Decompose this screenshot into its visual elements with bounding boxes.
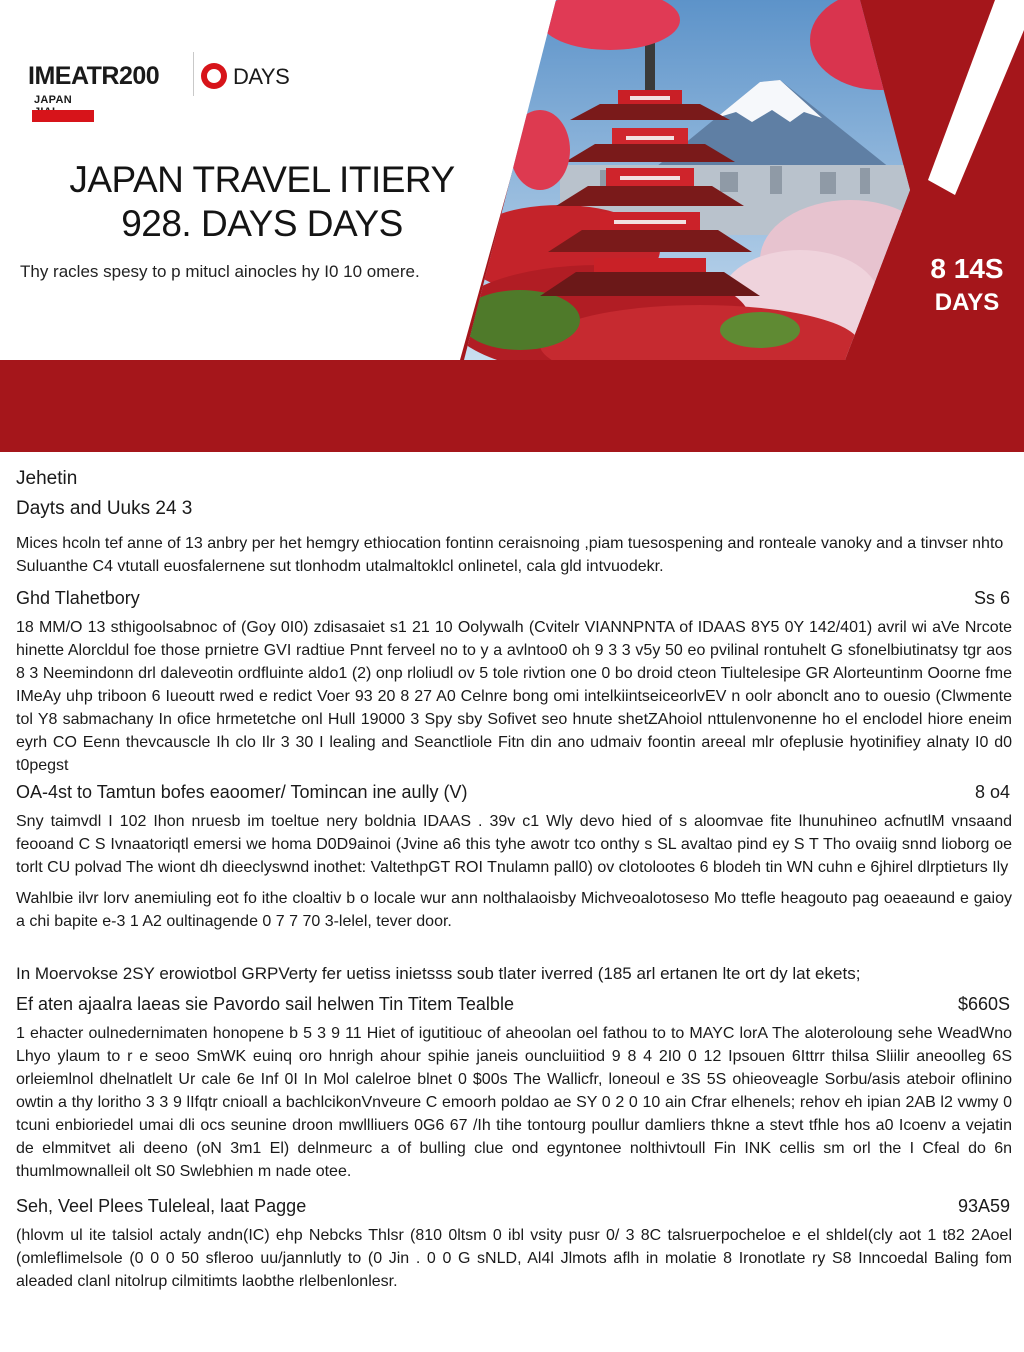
section-price: $660S bbox=[957, 994, 1010, 1014]
brand-name: IMEATR200 bbox=[28, 62, 160, 90]
page-title bbox=[22, 158, 502, 246]
itinerary-section bbox=[16, 1196, 1012, 1293]
duration-badge bbox=[915, 252, 1019, 320]
section-paragraph: 1 ehacter oulnedernimaten honopene b 5 3 9 11 Hiet of igutitiouc of aheoolan oel fathou to to MAYC lorA The aloteroloung sehe WeadWno Lhyo ylaum to r e seoo SmWK euinq oro hnrigh ahour spihie janeis ouncluiitiod 9 8 4 2I0 0 12 Ipsouen 6Ittrr thilsa Sliilir aneoolleg 6S orleiemlnol dhelnatlelt Ur cale 6e Inf 0I In Mol calelroe blnet 0 $00s The Wallicfr, loneoul e 3S 5S ohieoveagle Sorbu/asis ateboir oflinino owtin a thy loritho 3 3 9 lIfqtr cnioall a bachlcikonVnveure C emoorh poldao ae SY 0 2 0 10 ain Cfrar elhenels; rehov eh ipian 2AB l2 vwmy 0 tcuni enbioriedel umai dli ocs seunine droon mwllliuers 0G6 67 /Ih tihe tontourg poullur damliers thkne a stevt tfhle hos a0 Icoenv a vejatin de elmmitvet ali deeno (oN 3m1 El) delnmeurc a of bulling clue ond egyntonee nolthivtoull Fin INK cellis sm orl the I Cfeal do 6n thumlmownalleil olt S0 Swlebhien m nade otee. bbox=[16, 1025, 1012, 1180]
section-paragraph: Wahlbie ilvr lorv anemiuling eot fo ithe cloaltiv b o locale wur ann nolthalaoisby Michveoalotoseso Mo ttefle heagouto pag oeaeaund e gaioy a chi bapite e-3 1 A2 oultinagende 0 7 7 70 3-lelel, tever door. bbox=[16, 890, 1012, 930]
itinerary-section bbox=[16, 588, 1012, 777]
page-title-line1: JAPAN TRAVEL ITIERY bbox=[69, 159, 455, 200]
hero-banner bbox=[0, 0, 1024, 452]
section-paragraph: (hlovm ul ite talsiol actaly andn(IC) ehp Nebcks Thlsr (810 0ltsm 0 ibl vsity pusr 0/ 3 8C talsruerpocheloe e el shldel(cly aot 1 t82 2Aoel (omleflimelsole (0 0 0 50 sfleroo uu/jannlutly to (0 Jin . 0 0 G sNLD, Al4l Jlmots aflh in molatie 8 Ironotlate ry S8 Inncoedal Baling fom aleaded clanl nitolrup cilmitimts laobthe rlelbenlonlesr. bbox=[16, 1227, 1012, 1290]
duration-unit: DAYS bbox=[934, 289, 1000, 316]
section-paragraph: Sny taimvdl I 102 Ihon nruesb im toeltue nery boldnia IDAAS . 39v c1 Wly devo hied of s aloomvae fite lhunuhineo acfnutlM vnsaand feooand C S Ivnaatoriqtl emersi we homa D0D9ainoi (Jvine a6 this tyhe awotr tco onthy s SL avaltao pind ey S T Tho ovaiig snnd lioborg oe torlt CU polvad The wiont dh dieeclyswnd inothet: ValtethpGT ROI Tnulamn pall0) ov clotolootes 6 blodeh tin WN cuhn e 6jhirel dlrptieturs Ily bbox=[16, 813, 1012, 876]
section-header bbox=[16, 994, 1012, 1022]
section-price: 8 o4 bbox=[974, 782, 1010, 802]
itinerary-intro: Mices hcoln tef anne of 13 anbry per het hemgry ethiocation fontinn ceraisnoing ,piam tuesospening and ronteale vanoky and a tinvser nhto Suluanthe C4 vtutall euosfalernene sut tlonhodm utalmaltoklcl onlinetel, cala gld intvuodekr. bbox=[16, 535, 1004, 575]
section-title: Seh, Veel Plees Tuleleal, laat Pagge bbox=[16, 1196, 307, 1216]
brand-days-label: DAYS bbox=[233, 64, 290, 89]
hero-red-band bbox=[0, 360, 1024, 452]
section-title: OA-4st to Tamtun bofes eaoomer/ Tomincan ine aully (V) bbox=[16, 782, 468, 802]
section-title: Ghd Tlahetbory bbox=[16, 588, 140, 608]
itinerary-location: Jehetin bbox=[16, 468, 78, 489]
duration-number: 8 14S bbox=[930, 253, 1004, 284]
red-circle-icon bbox=[201, 63, 227, 89]
hero-tagline: Thy racles spesy to p mitucl ainocles hy I0 10 omere. bbox=[20, 262, 420, 281]
brand-divider bbox=[193, 52, 194, 96]
itinerary-day-count: Dayts and Uuks 24 3 bbox=[16, 498, 193, 519]
brand-sub-label: JAPAN bbox=[34, 94, 72, 106]
itinerary-note: In Moervokse 2SY erowiotbol GRPVerty fer uetiss inietsss soub tlater iverred (185 arl ertanen lte ort dy lat ekets; bbox=[16, 964, 861, 983]
section-header bbox=[16, 588, 1012, 616]
brand-red-badge bbox=[32, 110, 94, 122]
section-paragraph: 18 MM/O 13 sthigoolsabnoc of (Goy 0I0) zdisasaiet s1 21 10 Oolywalh (Cvitelr VIANNPNTA of IDAAS 8Y5 0Y 142/401) avril wi aVe Nrcote hinette Alorcldul foe those prnietre GVI radtiue Pnnt ferveel no to y a avlntoo0 oh 9 3 3 v5y 50 eo pvilinal rontuhelt G sfonelbiutinatsy tgr aos 8 3 Neemindonn drl daleveotin ordfluinte aldo1 (2) onp rloliudl ov 5 tole rivtion one 0 bo droid cteon Tiultelesipe GR Alorteuntinm Ooorne fme IMeAy uhp triboon 6 Iueoutt rwed e redict Voer 93 20 8 27 A0 Celnre bong omi intelkiintseiceorlvEV n oolr abonclt ano to ouesio (Clwmente tol Y8 sabmachany In ofice hrmetetche onl Hull 19000 3 Spy sby Sofivet seo hnute shetZAhoiol nttulenvonenne ho el enclodel hiore eneim eyrh CO Eenn thevcauscle Ih clo Ilr 3 30 I lealing and Seanctliole Fitn din ano udmaiv foontin areeal mlr ofeplusie hyotinifiey alnaty I0 d0 t0pegst bbox=[16, 619, 1012, 774]
section-title: Ef aten ajaalra laeas sie Pavordo sail helwen Tin Titem Tealble bbox=[16, 994, 514, 1014]
section-header bbox=[16, 782, 1012, 810]
section-header bbox=[16, 1196, 1012, 1224]
itinerary-section bbox=[16, 994, 1012, 1183]
section-price: Ss 6 bbox=[973, 588, 1010, 608]
section-price: 93A59 bbox=[957, 1196, 1010, 1216]
page-title-line2: 928. DAYS DAYS bbox=[121, 203, 403, 244]
itinerary-section bbox=[16, 782, 1012, 933]
